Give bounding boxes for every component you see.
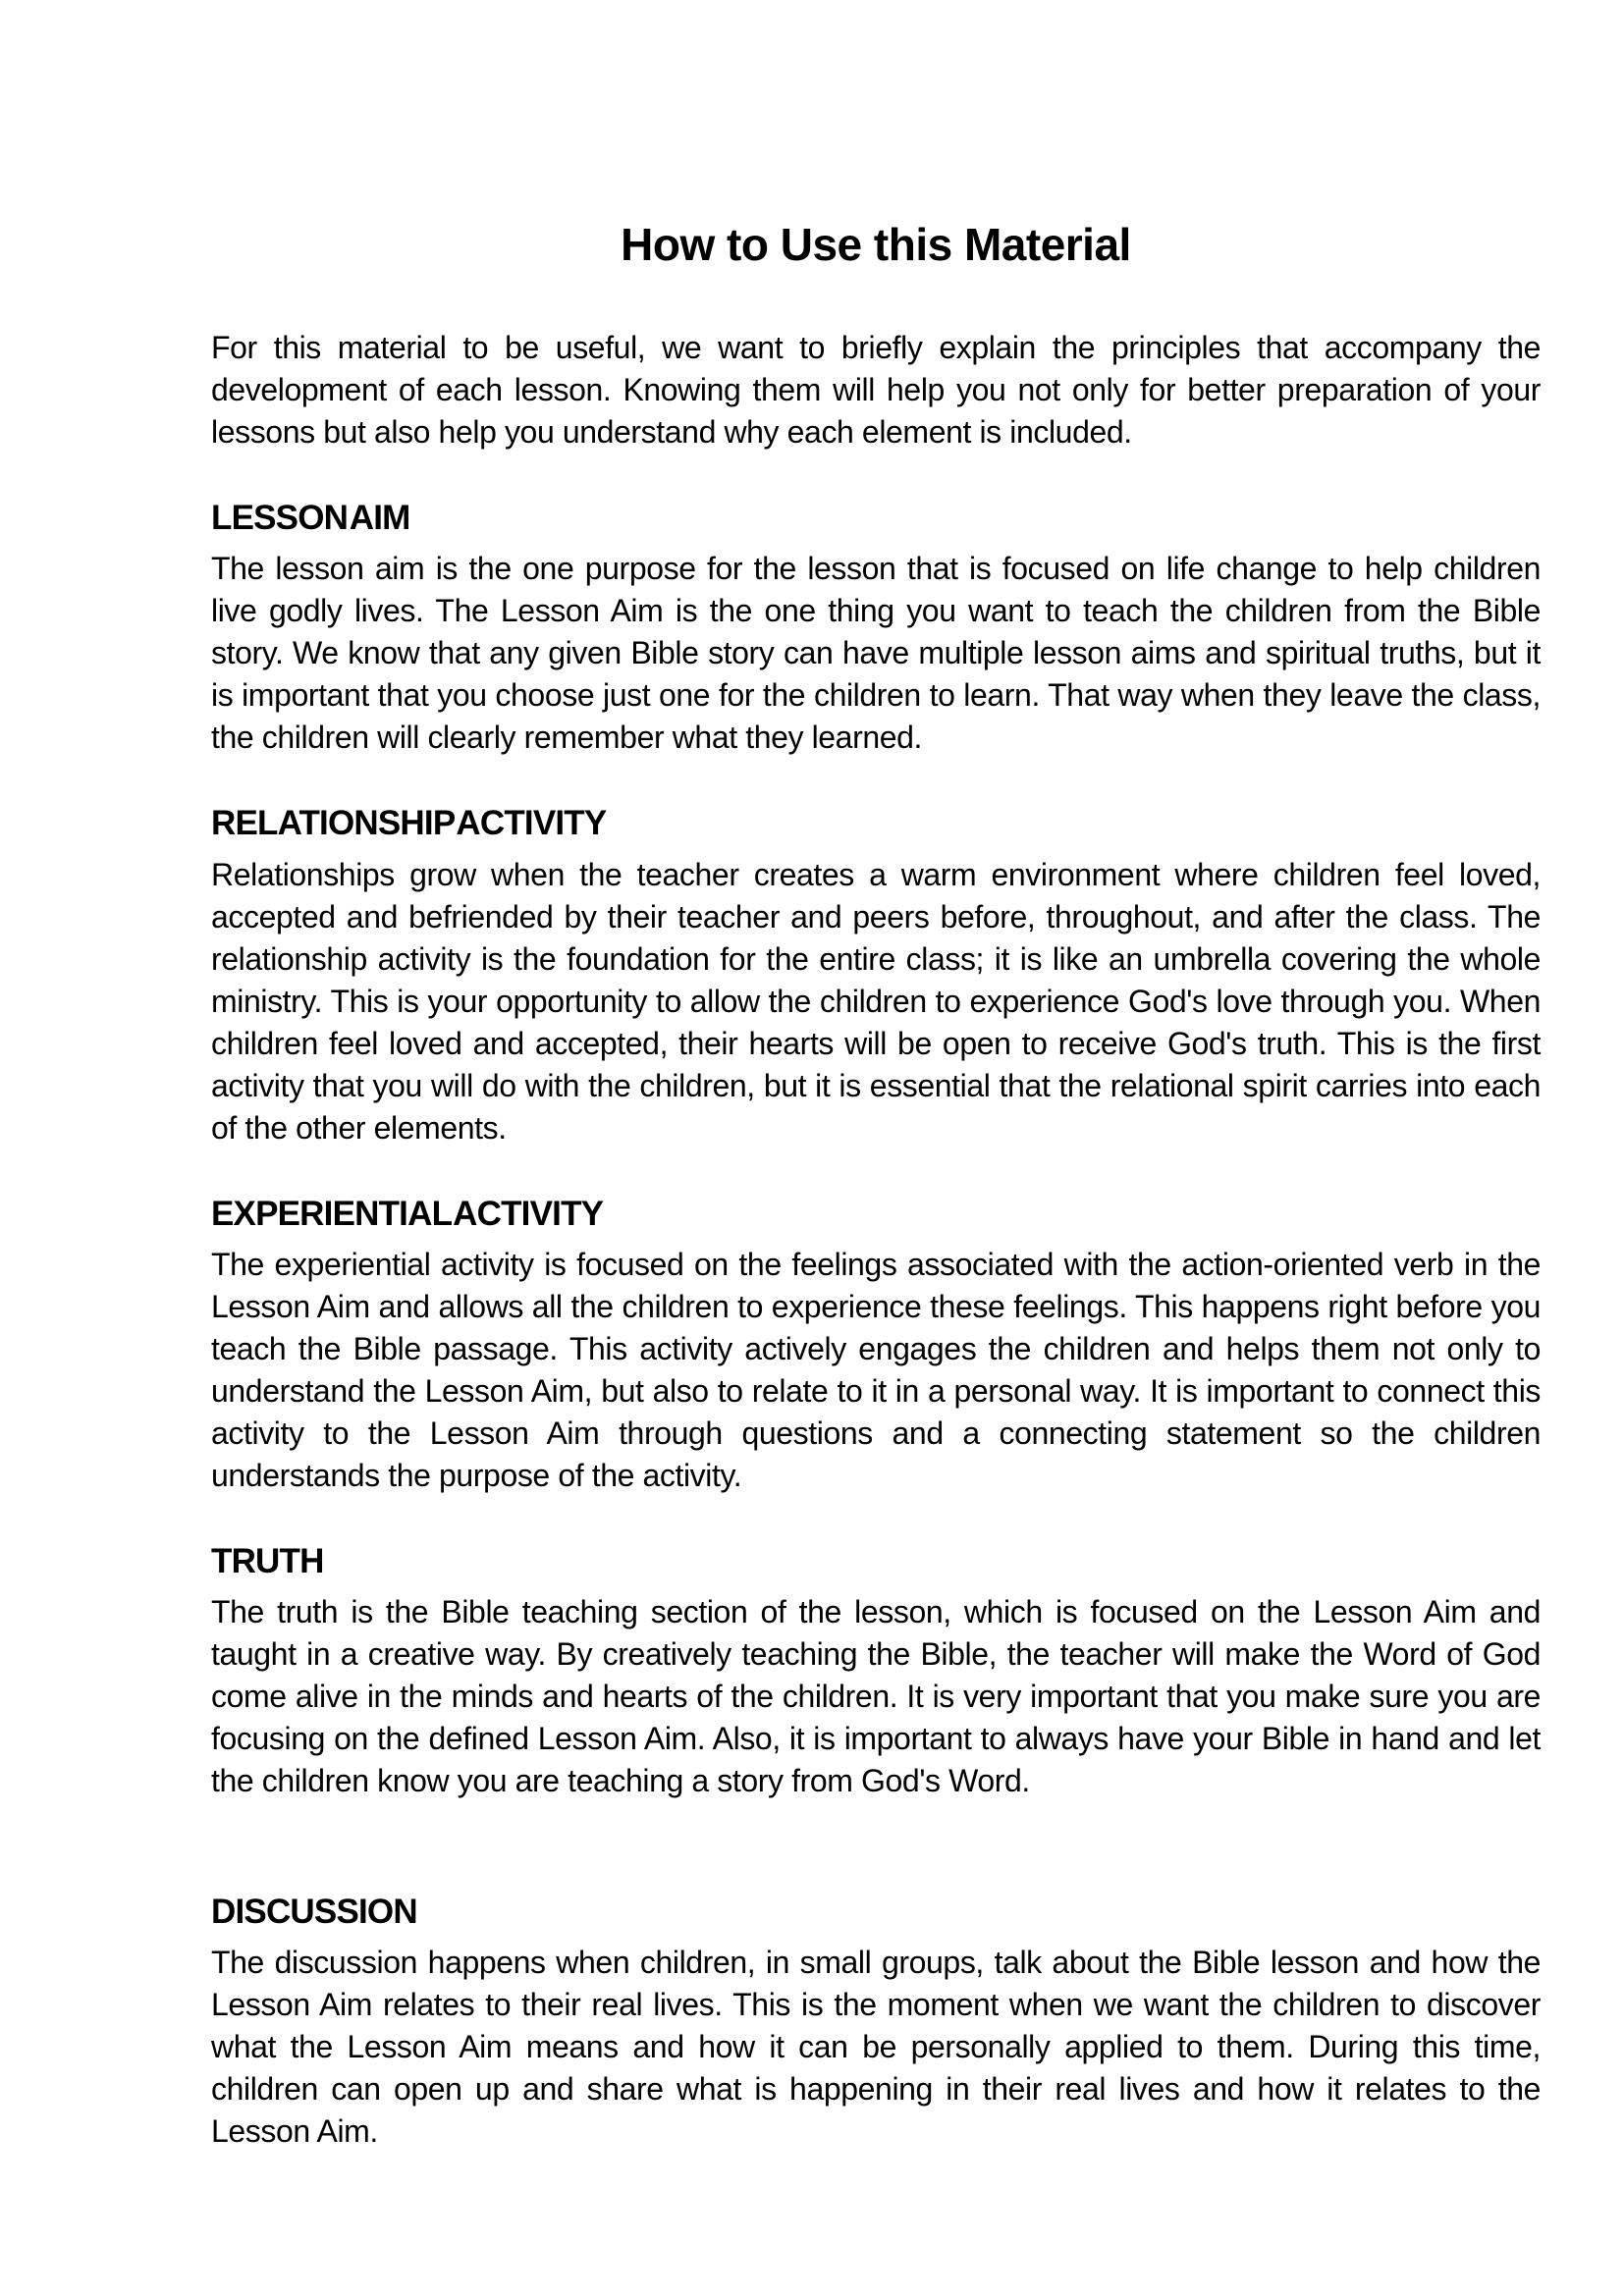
section-heading-relationship-activity: RELATIONSHIP ACTIVITY	[211, 804, 607, 843]
section-truth	[211, 1542, 1541, 1802]
section-body-experiential-activity: The experiential activity is focused on the feelings associated with the action-oriented verb in the Lesson Aim and allows all the children to experience these feelings. This happens right before you teach the Bible passage. This activity actively engages the children and helps them not only to understand the Lesson Aim, but also to relate to it in a personal way. It is important to connect this activity to the Lesson Aim through questions and a connecting statement so the children understands the purpose of the activity.	[211, 1246, 1541, 1493]
section-heading-lesson-aim: LESSON AIM	[211, 499, 410, 538]
section-body-relationship-activity: Relationships grow when the teacher creates a warm environment where children feel loved, accepted and befriended by their teacher and peers before, throughout, and after the class. The relationship activity is the foundation for the entire class; it is like an umbrella covering the whole ministry. This is your opportunity to allow the children to experience God's love through you. When children feel loved and accepted, their hearts will be open to receive God's truth. This is the first activity that you will do with the children, but it is essential that the relational spirit carries into each of the other elements.	[211, 856, 1541, 1146]
section-body-lesson-aim: The lesson aim is the one purpose for the lesson that is focused on life change to help children live godly lives. The Lesson Aim is the one thing you want to teach the children from the Bible story. We know that any given Bible story can have multiple lesson aims and spiritual truths, but it is important that you choose just one for the children to learn. That way when they leave the class, the children will clearly remember what they learned.	[211, 551, 1541, 756]
section-discussion	[211, 1893, 1541, 2153]
section-body-discussion: The discussion happens when children, in small groups, talk about the Bible lesson and how the Lesson Aim relates to their real lives. This is the moment when we want the children to discover what the Lesson Aim means and how it can be personally applied to them. During this time, children can open up and share what is happening in their real lives and how it relates to the Lesson Aim.	[211, 1945, 1541, 2150]
section-relationship-activity	[211, 804, 1541, 1148]
page-title: How to Use this Material	[621, 219, 1131, 270]
section-experiential-activity	[211, 1195, 1541, 1497]
intro-paragraph: For this material to be useful, we want to briefly explain the principles that accompany the development of each lesson. Knowing them will help you not only for better preparation of your lessons but also help you understand why each element is included.	[211, 330, 1541, 451]
section-lesson-aim	[211, 499, 1541, 759]
section-heading-truth: TRUTH	[211, 1541, 324, 1580]
section-heading-discussion: DISCUSSION	[211, 1893, 417, 1932]
section-heading-experiential-activity: EXPERIENTIAL ACTIVITY	[211, 1194, 604, 1233]
section-body-truth: The truth is the Bible teaching section of the lesson, which is focused on the Lesson Aim and taught in a creative way. By creatively teaching the Bible, the teacher will make the Word of God come alive in the minds and hearts of the children. It is very important that you make sure you are focusing on the defined Lesson Aim. Also, it is important to always have your Bible in hand and let the children know you are teaching a story from God's Word.	[211, 1594, 1541, 1799]
